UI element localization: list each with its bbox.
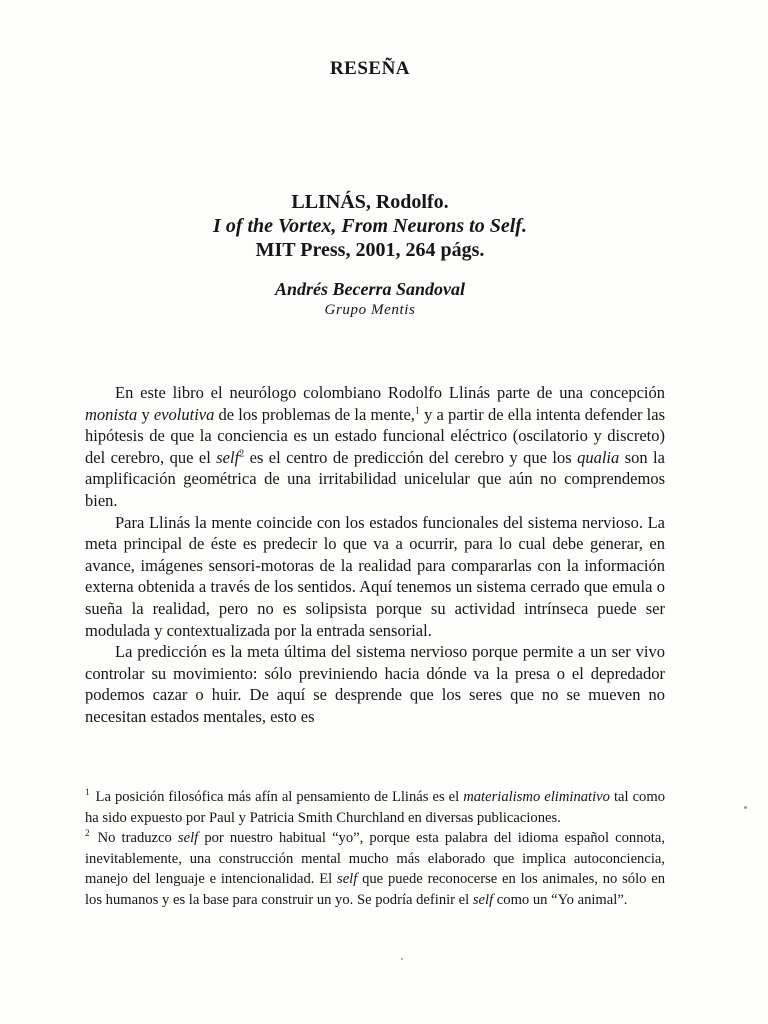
emphasis-self: self bbox=[472, 891, 494, 908]
footnote-mark-2: 2 bbox=[85, 828, 90, 839]
book-title: I of the Vortex, From Neurons to Self. bbox=[213, 215, 527, 237]
emphasis-materialismo: materialismo eliminativo bbox=[463, 789, 610, 805]
emphasis-monista: monista bbox=[85, 404, 138, 424]
text-run: tal como ha sido expuesto por Paul y Patricia Smith Churchland en diversas publicaciones. bbox=[85, 789, 666, 826]
section-label: RESEÑA bbox=[329, 58, 411, 79]
book-author: LLINÁS, Rodolfo. bbox=[291, 191, 449, 213]
footnote-2 bbox=[85, 828, 665, 910]
text-run: y a partir de ella intenta defender las hipótesis de que la conciencia es un estado funcional eléctrico (oscilatorio y discreto) del cerebro, que el bbox=[85, 404, 665, 467]
reviewer-affiliation: Grupo Mentis bbox=[324, 302, 416, 318]
text-run: En este libro el neurólogo colombiano Rodolfo Llinás parte de una concepción bbox=[115, 383, 665, 402]
scan-speck bbox=[401, 958, 403, 960]
footnotes bbox=[85, 787, 665, 911]
emphasis-qualia: qualia bbox=[577, 447, 620, 467]
text-run: como un “Yo animal”. bbox=[493, 891, 628, 908]
review-header bbox=[0, 190, 740, 320]
footnote-1 bbox=[85, 787, 665, 828]
review-body bbox=[85, 382, 665, 728]
paragraph-1 bbox=[85, 382, 665, 512]
text-run: por nuestro habitual “yo”, porque esta palabra del idioma español connota, inevitablemente, una construcción mental mucho más elaborado que implica autoconciencia, manejo del lenguaje e intencionalidad. El bbox=[85, 830, 665, 888]
footnote-mark-1: 1 bbox=[85, 787, 90, 798]
text-run: La posición filosófica más afín al pensamiento de Llinás es el bbox=[91, 789, 464, 805]
footnote-ref-2: 2 bbox=[239, 448, 245, 460]
emphasis-self: self bbox=[337, 871, 358, 888]
emphasis-evolutiva: evolutiva bbox=[153, 404, 215, 424]
text-run: que puede reconocerse en los animales, no sólo en los humanos y es la base para construir un yo. Se podría definir el bbox=[85, 871, 666, 908]
book-publisher: MIT Press, 2001, 264 págs. bbox=[255, 239, 485, 261]
text-run: No traduzco bbox=[91, 830, 178, 847]
scan-speck bbox=[744, 806, 747, 809]
paragraph-2: Para Llinás la mente coincide con los estados funcionales del sistema nervioso. La meta principal de éste es predecir lo que va a ocurrir, para lo cual debe generar, en avance, imágenes sensori-motoras de la realidad para compararlas con la información externa obtenida a través de los sentidos. Aquí tenemos un sistema cerrado que emula o sueña la realidad, pero no es solipsista porque su actividad intrínseca puede ser modulada y contextualizada por la entrada sensorial. bbox=[85, 512, 665, 640]
text-run: es el centro de predicción del cerebro y que los bbox=[244, 447, 578, 467]
footnote-ref-1: 1 bbox=[414, 405, 420, 417]
paragraph-3: La predicción es la meta última del sistema nervioso porque permite a un ser vivo controlar su movimiento: sólo previniendo hacia dónde va la presa o el depredador podemos cazar o huir. De aquí se desprende que los seres que no se mueven no necesitan estados mentales, esto es bbox=[85, 642, 665, 726]
text-run: son la amplificación geométrica de una irritabilidad unicelular que aún no comprendemos bien. bbox=[85, 447, 665, 510]
emphasis-self: self bbox=[216, 447, 240, 467]
text-run: de los problemas de la mente, bbox=[214, 404, 415, 424]
reviewer-name: Andrés Becerra Sandoval bbox=[274, 279, 465, 299]
emphasis-self: self bbox=[177, 830, 199, 847]
text-run: y bbox=[137, 404, 154, 424]
